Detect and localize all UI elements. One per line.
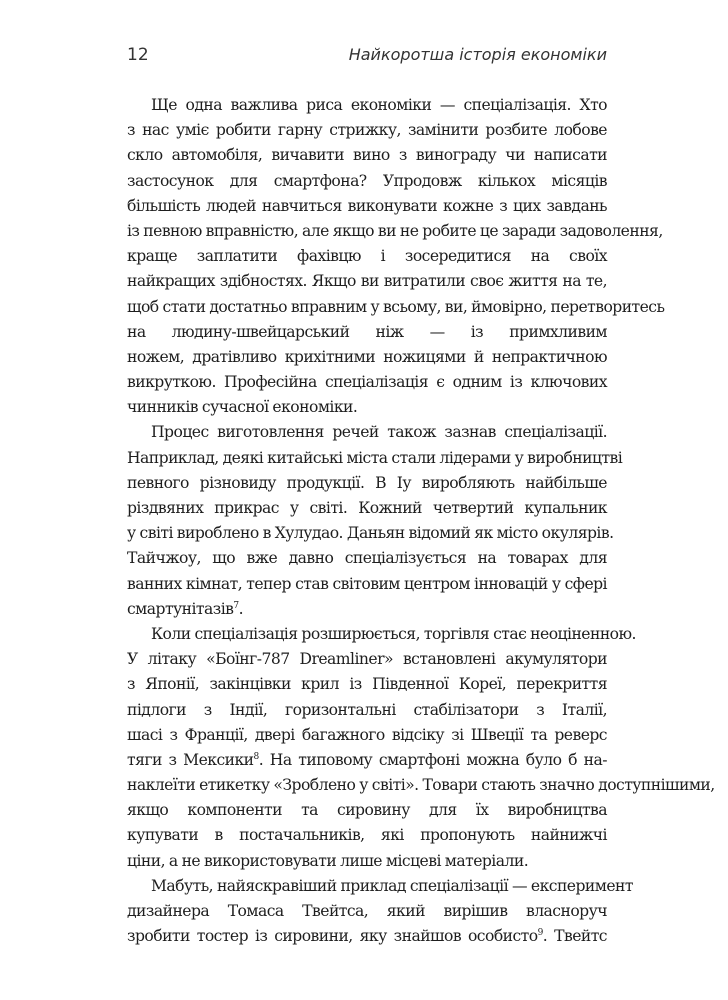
text-line: зробити тостер із сировини, яку знайшов особисто$^9$. Твейтс bbox=[127, 927, 607, 946]
text-line: смартунітазів$^7$. bbox=[127, 599, 243, 618]
page-number: 12 bbox=[127, 45, 149, 65]
text-line: краще заплатити фахівцю і зосередитися на своїх bbox=[127, 247, 607, 266]
text-line: різдвяних прикрас у світі. Кожний четвертий купальник bbox=[127, 499, 607, 517]
body-text bbox=[127, 93, 715, 949]
text-line: у світі вироблено в Хулудао. Даньян відомий як місто окулярів. bbox=[127, 524, 614, 543]
text-line: скло автомобіля, вичавити вино з винограду чи написати bbox=[127, 146, 607, 165]
paragraph-specialization-intro bbox=[127, 93, 665, 420]
footnote-marker: 7 bbox=[233, 600, 239, 611]
text-line: з нас уміє робити гарну стрижку, замінити розбите лобове bbox=[127, 121, 607, 140]
paragraph-toaster bbox=[127, 874, 633, 950]
running-title: Найкоротша історія економіки bbox=[348, 45, 607, 64]
footnote-marker: 9 bbox=[537, 928, 543, 938]
text-line: Коли спеціалізація розширюється, торгівля стає неоціненною. bbox=[151, 624, 636, 643]
paragraph-china-cities bbox=[127, 420, 623, 622]
text-line: дизайнера Томаса Твейтса, який вирішив власноруч bbox=[127, 902, 607, 920]
text-line: Процес виготовлення речей також зазнав спеціалізації. bbox=[151, 423, 607, 442]
text-line: ціни, а не використовувати лише місцеві матеріали. bbox=[127, 851, 529, 870]
text-line: найкращих здібностях. Якщо ви витратили своє життя на те, bbox=[127, 272, 607, 291]
text-line: купувати в постачальників, які пропонують найнижчі bbox=[127, 826, 607, 845]
text-line: Тайчжоу, що вже давно спеціалізується на товарах для bbox=[127, 549, 607, 568]
text-line: У літаку «Боїнг-787 Dreamliner» встановлені акумулятори bbox=[127, 650, 607, 669]
text-line: Ще одна важлива риса економіки — спеціалізація. Хто bbox=[151, 96, 607, 114]
text-line: викруткою. Професійна спеціалізація є одним із ключових bbox=[127, 373, 607, 392]
paragraph-trade bbox=[127, 622, 715, 874]
text-line: підлоги з Індії, горизонтальні стабілізатори з Італії, bbox=[127, 700, 607, 719]
text-fragment: зробити тостер із сировини, яку знайшов особисто bbox=[127, 927, 538, 946]
text-line: певного різновиду продукції. В Іу виробляють найбільше bbox=[127, 473, 607, 492]
text-line: якщо компоненти та сировину для їх виробництва bbox=[127, 801, 607, 820]
text-line: щоб стати достатньо вправним у всьому, ви, ймовірно, перетворитесь bbox=[127, 297, 665, 316]
footnote-marker: 8 bbox=[253, 751, 259, 762]
text-line: з Японії, закінцівки крил із Південної Кореї, перекриття bbox=[127, 675, 607, 694]
text-line: тяги з Мексики$^8$. На типовому смартфоні можна було б на- bbox=[127, 750, 607, 769]
text-line: застосунок для смартфона? Упродовж кількох місяців bbox=[127, 171, 607, 190]
text-line: шасі з Франції, двері багажного відсіку зі Швеції та реверс bbox=[127, 725, 607, 744]
page-header bbox=[127, 45, 607, 71]
text-line: Мабуть, найяскравіший приклад спеціалізації — експеримент bbox=[151, 876, 633, 895]
text-line: із певною вправністю, але якщо ви не робите це заради задоволення, bbox=[127, 221, 663, 240]
text-line: ванних кімнат, тепер став світовим центром інновацій у сфері bbox=[127, 574, 607, 593]
text-fragment: На типовому смартфоні можна було б на- bbox=[269, 750, 607, 769]
text-fragment: Твейтс bbox=[554, 927, 607, 946]
text-line: більшість людей навчиться виконувати кожне з цих завдань bbox=[127, 196, 607, 215]
text-fragment: тяги з Мексики bbox=[127, 750, 254, 769]
text-line: Наприклад, деякі китайські міста стали лідерами у виробництві bbox=[127, 448, 623, 467]
text-fragment: смартунітазів bbox=[127, 599, 234, 618]
text-line: на людину-швейцарський ніж — із примхливим bbox=[127, 322, 607, 341]
text-line: ножем, дратівливо крихітними ножицями й непрактичною bbox=[127, 347, 607, 366]
text-line: чинників сучасної економіки. bbox=[127, 398, 358, 417]
text-line: наклеїти етикетку «Зроблено у світі». Товари стають значно доступнішими, bbox=[127, 776, 715, 795]
